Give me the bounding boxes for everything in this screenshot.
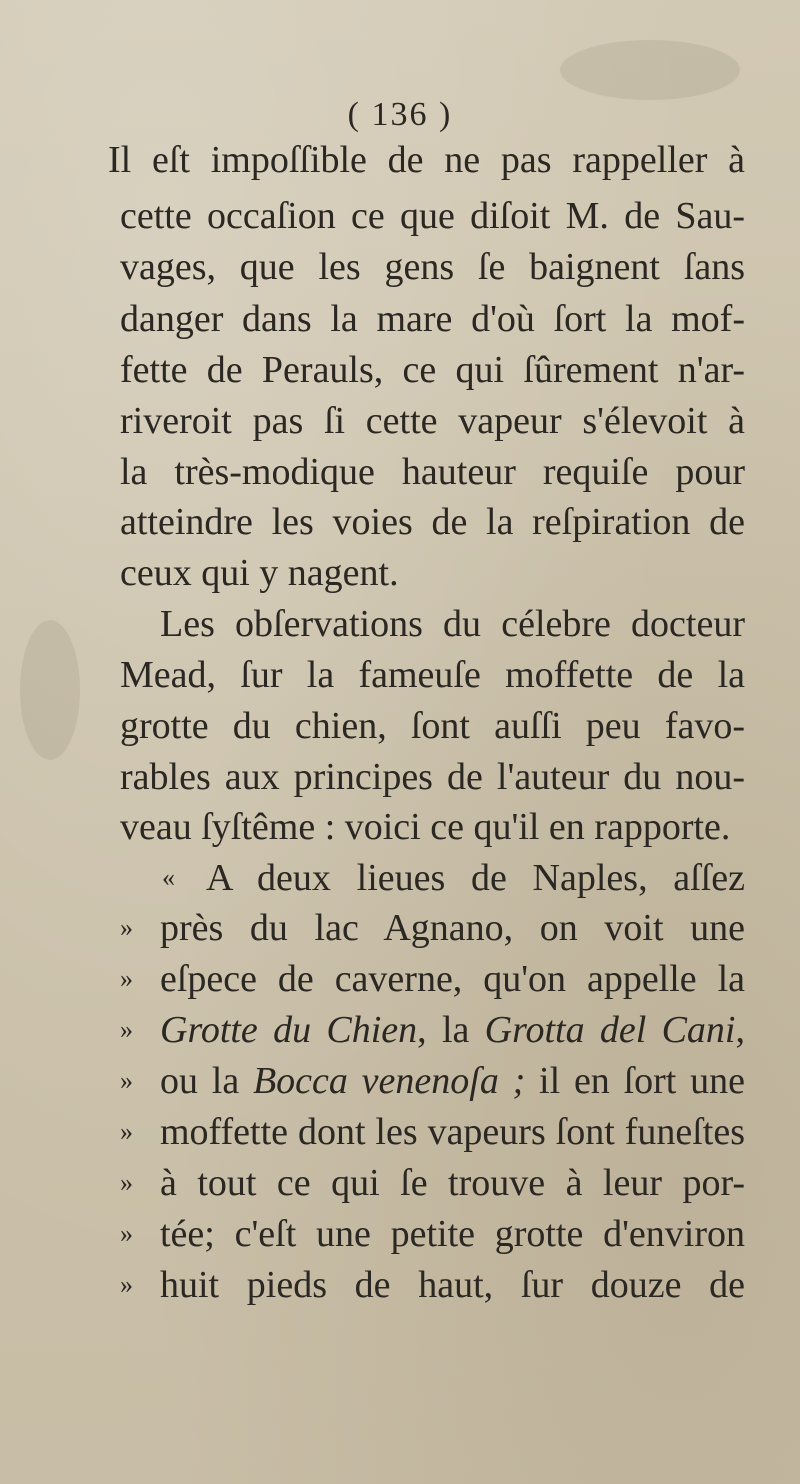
text-line: la très-modique hauteur requiſe pour xyxy=(120,451,745,493)
quote-open-mark: « xyxy=(162,863,175,892)
text-line: rables aux principes de l'auteur du nou- xyxy=(120,756,745,798)
quote-line xyxy=(120,955,745,1003)
text-line: atteindre les voies de la reſpiration de xyxy=(120,501,745,543)
text-line: grotte du chien, ſont auſſi peu favo- xyxy=(120,705,745,747)
quote-text: moffette dont les vapeurs ſont funeſtes xyxy=(160,1111,745,1153)
italic-title: Bocca venenoſa ; xyxy=(252,1060,526,1102)
quote-text: à tout ce qui ſe trouve à leur por- xyxy=(160,1162,745,1204)
quote-continue-mark: » xyxy=(120,913,133,942)
quote-line xyxy=(120,904,745,952)
quote-text-italic xyxy=(160,1006,745,1054)
text-line: Mead, ſur la fameuſe moffette de la xyxy=(120,654,745,696)
quote-line xyxy=(120,1159,745,1207)
text-line: ceux qui y nagent. xyxy=(120,552,399,594)
page-number: ( 136 ) xyxy=(347,96,453,133)
quote-line xyxy=(120,1210,745,1258)
quote-continue-mark: » xyxy=(120,1219,133,1248)
paper-stain xyxy=(20,620,80,760)
quote-line xyxy=(120,1057,745,1105)
text-line: danger dans la mare d'où ſort la mof- xyxy=(120,298,745,340)
text-line: fette de Perauls, ce qui ſûrement n'ar- xyxy=(120,349,745,391)
quote-continue-mark: » xyxy=(120,1066,133,1095)
quote-continue-mark: » xyxy=(120,1168,133,1197)
text-line: cette occaſion ce que diſoit M. de Sau- xyxy=(120,195,745,237)
quote-text: tée; c'eſt une petite grotte d'environ xyxy=(160,1213,745,1255)
quote-line xyxy=(120,854,745,902)
text-line: riveroit pas ſi cette vapeur s'élevoit à xyxy=(120,400,745,442)
quote-continue-mark: » xyxy=(120,1015,133,1044)
quote-text-fragment: , la xyxy=(417,1009,485,1051)
quote-text-italic xyxy=(160,1057,745,1105)
text-line: vages, que les gens ſe baignent ſans xyxy=(120,246,745,288)
text-line: veau ſyſtême : voici ce qu'il en rapporte. xyxy=(120,806,731,848)
quote-text-fragment: , xyxy=(735,1009,745,1051)
paper-stain xyxy=(560,40,740,100)
quote-continue-mark: » xyxy=(120,1270,133,1299)
text-line: Les obſervations du célebre doctеur xyxy=(160,603,745,645)
italic-title: Grotta del Cani xyxy=(484,1009,736,1051)
quote-line xyxy=(120,1006,745,1054)
quote-text-fragment: il en ſort une xyxy=(525,1060,745,1102)
text-line: Il eſt impoſſible de ne pas rappeller à xyxy=(108,139,745,181)
quote-continue-mark: » xyxy=(120,1117,133,1146)
quote-continue-mark: » xyxy=(120,964,133,993)
quote-line xyxy=(120,1108,745,1156)
quote-text: huit pieds de haut, ſur douze de xyxy=(160,1264,745,1306)
quote-text: près du lac Agnano, on voit une xyxy=(160,907,745,949)
quote-text: A deux lieues de Naples, aſſez xyxy=(206,857,745,899)
quote-text: eſpece de caverne, qu'on appelle la xyxy=(160,958,745,1000)
quote-text-fragment: ou la xyxy=(160,1060,253,1102)
quote-line xyxy=(120,1261,745,1309)
italic-title: Grotte du Chien xyxy=(160,1009,418,1051)
